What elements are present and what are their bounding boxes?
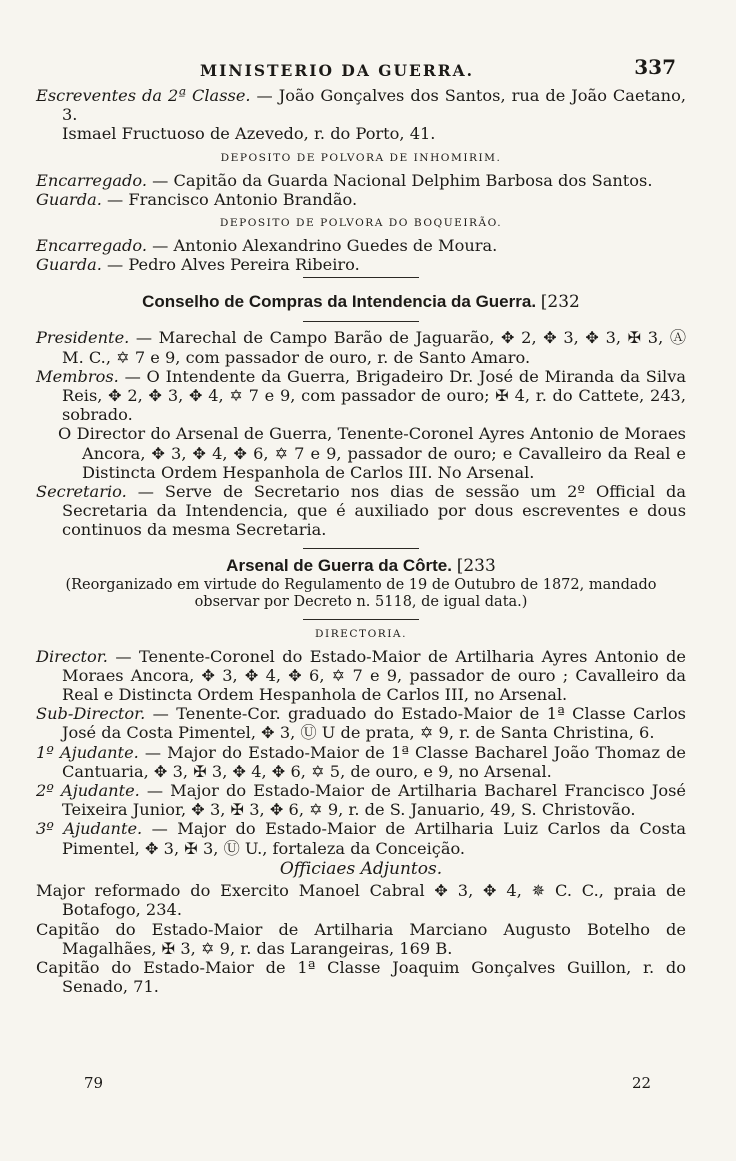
entry-text: — Marechal de Campo Barão de Jaguarão, ✥ 2, ✥ 3, ✥ 3, ✠ 3, Ⓐ M. C., ✡ 7 e 9, com passador de ouro, r. de Santo Amaro. xyxy=(62,328,686,367)
entry-label: Director. xyxy=(36,646,108,666)
entry-text: — Tenente-Coronel do Estado-Maior de Artilharia Ayres Antonio de Moraes Ancora, ✥ 3, ✥ 4, ✥ 6, ✡ 7 e 9, passador de ouro ; Cavalleiro da Real e Distincta Ordem Hespanhola de Carlos III, no Arsenal. xyxy=(62,646,686,705)
escreventes-entry xyxy=(36,124,686,143)
section-ref: [233 xyxy=(456,555,496,576)
section-divider xyxy=(303,548,419,549)
entry-label: 2º Ajudante. xyxy=(36,781,140,801)
section-title-conselho xyxy=(36,291,686,313)
staff-entry xyxy=(36,704,686,742)
section-heading-officiaes: Officiaes Adjuntos. xyxy=(279,858,443,879)
staff-entry xyxy=(36,236,686,255)
section-ref: [232 xyxy=(540,292,580,313)
entry-text: — Serve de Secretario nos dias de sessão um 2º Official da Secretaria da Intendencia, que é auxiliado por dous escreventes e dous continuos da mesma Secretaria. xyxy=(62,482,686,540)
staff-entry xyxy=(36,190,686,209)
footer-right-number: 22 xyxy=(632,1074,652,1092)
staff-entry xyxy=(36,424,686,482)
section-divider xyxy=(303,277,419,278)
arsenal-note: (Reorganizado em virtude do Regulamento de 19 de Outubro de 1872, mandado observar por Decreto n. 5118, de igual data.) xyxy=(65,576,657,610)
entry-label: Escreventes da 2ª Classe. xyxy=(36,86,251,105)
entry-label: Encarregado. xyxy=(36,170,147,190)
entry-text: Ismael Fructuoso de Azevedo, r. do Porto, 41. xyxy=(62,124,436,144)
entry-label: Presidente. xyxy=(36,328,130,348)
footer-left-number: 79 xyxy=(84,1074,104,1092)
section-title-text: Conselho de Compras da Intendencia da Guerra. xyxy=(142,292,537,312)
section-divider xyxy=(303,619,419,620)
entry-label: Encarregado. xyxy=(36,236,147,256)
entry-text: — Antonio Alexandrino Guedes de Moura. xyxy=(147,236,498,256)
entry-text: — Francisco Antonio Brandão. xyxy=(101,189,358,209)
section-divider xyxy=(303,321,419,322)
officer-entry: Capitão do Estado-Maior de Artilharia Marciano Augusto Botelho de Magalhães, ✠ 3, ✡ 9, r. das Larangeiras, 169 B. xyxy=(36,919,686,958)
entry-label: 3º Ajudante. xyxy=(36,819,143,839)
section-title-arsenal xyxy=(36,555,686,577)
page-number: 337 xyxy=(634,55,676,79)
officer-entry: Capitão do Estado-Maior de 1ª Classe Joaquim Gonçalves Guillon, r. do Senado, 71. xyxy=(36,957,686,997)
page-footer xyxy=(0,1074,736,1096)
page-body xyxy=(36,86,686,996)
page-header xyxy=(0,55,736,82)
entry-text: — Tenente-Cor. graduado do Estado-Maior de 1ª Classe Carlos José da Costa Pimentel, ✥ 3, Ⓤ U de prata, ✡ 9, r. de Santa Christina, 6. xyxy=(62,704,686,743)
running-title: MINISTERIO DA GUERRA. xyxy=(200,61,475,80)
entry-text: — Major do Estado-Maior de 1ª Classe Bacharel João Thomaz de Cantuaria, ✥ 3, ✠ 3, ✥ 4, ✥ 6, ✡ 5, de ouro, e 9, no Arsenal. xyxy=(62,742,686,781)
entry-text: — Major do Estado-Maior de Artilharia Bacharel Francisco José Teixeira Junior, ✥ 3, ✠ 3, ✥ 6, ✡ 9, r. de S. Januario, 49, S. Christovão. xyxy=(62,781,686,820)
entry-text: — O Intendente da Guerra, Brigadeiro Dr. José de Miranda da Silva Reis, ✥ 2, ✥ 3, ✥ 4, ✡ 7 e 9, com passador de ouro; ✠ 4, r. do Cattete, 243, sobrado. xyxy=(62,366,686,425)
staff-entry xyxy=(36,482,686,540)
entry-label: Membros. xyxy=(36,366,119,386)
escreventes-entry xyxy=(36,86,686,124)
officer-entry: Major reformado do Exercito Manoel Cabral ✥ 3, ✥ 4, ✵ C. C., praia de Botafogo, 234. xyxy=(36,881,686,920)
entry-label: Sub-Director. xyxy=(36,704,146,724)
staff-entry xyxy=(36,255,686,274)
section-title-text: Arsenal de Guerra da Côrte. xyxy=(226,555,452,575)
entry-label: Guarda. xyxy=(36,255,102,275)
staff-entry xyxy=(36,328,686,366)
section-heading-deposito-boqueirao: DEPOSITO DE POLVORA DO BOQUEIRÃO. xyxy=(219,217,503,230)
entry-text: — Capitão da Guarda Nacional Delphim Barbosa dos Santos. xyxy=(147,170,653,190)
entry-text: O Director do Arsenal de Guerra, Tenente-Coronel Ayres Antonio de Moraes Ancora, ✥ 3, ✥ 4, ✥ 6, ✡ 7 e 9, passador de ouro; e Cavalleiro da Real e Distincta Ordem Hespanhola de Carlos III. No Arsenal. xyxy=(58,424,686,482)
staff-entry xyxy=(36,647,686,705)
staff-entry xyxy=(36,743,686,781)
staff-entry xyxy=(36,367,686,425)
staff-entry xyxy=(36,171,686,190)
entry-text: — João Gonçalves dos Santos, rua de João Caetano, 3. xyxy=(62,86,687,125)
entry-label: Secretario. xyxy=(36,482,127,502)
entry-text: — Pedro Alves Pereira Ribeiro. xyxy=(101,255,360,275)
entry-text: — Major do Estado-Maior de Artilharia Luiz Carlos da Costa Pimentel, ✥ 3, ✠ 3, Ⓤ U., fortaleza da Conceição. xyxy=(62,819,686,858)
entry-label: 1º Ajudante. xyxy=(36,742,139,762)
entry-label: Guarda. xyxy=(36,189,102,209)
staff-entry xyxy=(36,781,686,819)
section-heading-directoria: DIRECTORIA. xyxy=(315,627,407,640)
section-heading-deposito-inhomirim: DEPOSITO DE POLVORA DE INHOMIRIM. xyxy=(220,151,502,164)
staff-entry xyxy=(36,819,686,857)
